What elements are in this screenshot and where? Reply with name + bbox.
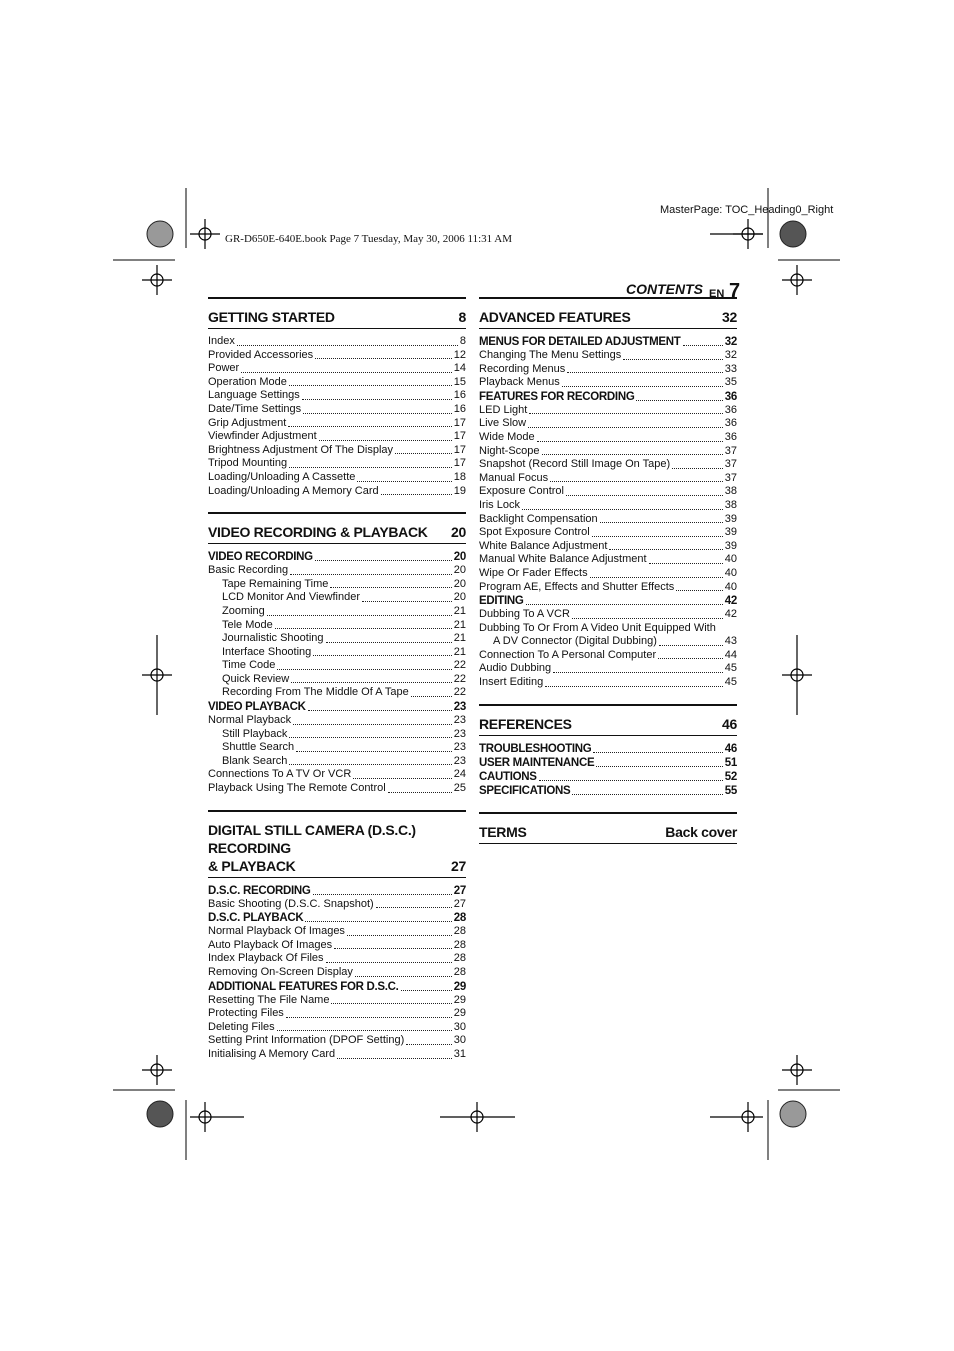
toc-entry-page: 45 xyxy=(724,676,737,689)
toc-entry-title: Removing On-Screen Display xyxy=(208,966,353,978)
toc-entry-title: Resetting The File Name xyxy=(208,993,330,1006)
toc-entry[interactable] xyxy=(208,1048,466,1062)
toc-entry-title: Journalistic Shooting xyxy=(222,632,324,645)
dot-leader xyxy=(290,574,452,575)
dot-leader xyxy=(331,1003,451,1004)
dot-leader xyxy=(353,778,451,779)
toc-entry-title: Live Slow xyxy=(479,417,527,430)
section-dsc[interactable]: DIGITAL STILL CAMERA (D.S.C.) RECORDING & PLAYBACK 27 xyxy=(208,810,466,878)
toc-entry-title: Setting Print Information (DPOF Setting) xyxy=(208,1034,405,1047)
toc-entry-page: 36 xyxy=(724,430,737,443)
subsection-video-recording[interactable]: VIDEO RECORDING 20 xyxy=(208,551,466,564)
toc-entry-title: Basic Recording xyxy=(208,564,289,577)
toc-entry-page: 17 xyxy=(453,430,466,443)
dot-leader xyxy=(539,780,723,781)
toc-entry-page: 17 xyxy=(453,457,466,470)
toc-entry-page: 15 xyxy=(453,375,466,388)
dot-leader xyxy=(406,1044,452,1045)
toc-entry-page: 40 xyxy=(724,580,737,593)
subsection-video-playback[interactable]: VIDEO PLAYBACK 23 xyxy=(208,701,466,714)
toc-entry-page: 51 xyxy=(724,756,737,769)
toc-entry[interactable] xyxy=(208,939,466,953)
dot-leader xyxy=(537,441,723,442)
toc-entry-title: Audio Dubbing xyxy=(479,662,552,675)
toc-entry[interactable] xyxy=(208,782,466,796)
toc-entry[interactable] xyxy=(208,952,466,966)
dot-leader xyxy=(593,752,722,753)
toc-entry-title: Initialising A Memory Card xyxy=(208,1047,336,1060)
toc-entry-title: LCD Monitor And Viewfinder xyxy=(222,591,360,604)
dot-leader xyxy=(289,385,452,386)
dot-leader xyxy=(302,399,452,400)
toc-entry[interactable] xyxy=(479,553,737,567)
toc-entry-title: Grip Adjustment xyxy=(208,416,287,429)
toc-entry[interactable] xyxy=(208,578,466,592)
toc-entry-page: 39 xyxy=(724,539,737,552)
dot-leader xyxy=(326,642,452,643)
toc-entry-page: 37 xyxy=(724,444,737,457)
toc-entry-title: Connection To A Personal Computer xyxy=(479,648,657,661)
dot-leader xyxy=(649,563,723,564)
toc-entry-title: Index Playback Of Files xyxy=(208,952,324,965)
reference-entry[interactable] xyxy=(479,770,737,784)
dot-leader xyxy=(355,976,452,977)
toc-entry[interactable] xyxy=(208,632,466,646)
toc-entry[interactable] xyxy=(208,755,466,769)
dot-leader xyxy=(293,724,452,725)
dot-leader xyxy=(288,426,451,427)
toc-entry-title: CAUTIONS xyxy=(479,770,537,783)
toc-entry-title: Protecting Files xyxy=(208,1007,284,1020)
toc-entry-title: Changing The Menu Settings xyxy=(479,349,622,361)
dot-leader xyxy=(522,509,723,510)
toc-entry-page: 36 xyxy=(724,417,737,430)
toc-entry[interactable] xyxy=(208,714,466,728)
toc-entry-page: 12 xyxy=(453,348,466,361)
toc-entry[interactable] xyxy=(208,417,466,431)
toc-entry[interactable] xyxy=(479,363,737,377)
toc-entry-title: Normal Playback Of Images xyxy=(208,925,345,938)
toc-entry-title: Loading/Unloading A Cassette xyxy=(208,470,356,483)
toc-entry-page: 28 xyxy=(453,966,466,978)
book-info: GR-D650E-640E.book Page 7 Tuesday, May 30, 2006 11:31 AM xyxy=(225,233,513,245)
toc-entry[interactable] xyxy=(479,649,737,663)
toc-entry[interactable] xyxy=(479,458,737,472)
toc-entry-title: Backlight Compensation xyxy=(479,512,598,525)
section-references[interactable]: REFERENCES 46 xyxy=(479,704,737,736)
toc-entry-page: 36 xyxy=(724,403,737,416)
toc-entry-title: SPECIFICATIONS xyxy=(479,784,571,797)
toc-entry[interactable] xyxy=(479,581,737,595)
toc-entry[interactable] xyxy=(479,445,737,459)
dot-leader xyxy=(313,655,451,656)
dot-leader xyxy=(381,494,452,495)
toc-entry[interactable] xyxy=(208,619,466,633)
dot-leader xyxy=(542,454,723,455)
toc-entry-title: Program AE, Effects and Shutter Effects xyxy=(479,580,675,593)
dot-leader xyxy=(277,1030,452,1031)
toc-entry[interactable] xyxy=(208,898,466,912)
toc-entry-page: 33 xyxy=(724,362,737,375)
toc-entry-page: 24 xyxy=(453,768,466,781)
dot-leader xyxy=(411,696,452,697)
toc-right-column xyxy=(479,297,737,850)
toc-entry-page: 16 xyxy=(453,402,466,415)
toc-entry[interactable] xyxy=(208,403,466,417)
toc-entry[interactable] xyxy=(208,994,466,1008)
toc-entry-page: 23 xyxy=(453,741,466,754)
dot-leader xyxy=(676,590,723,591)
toc-entry-title: Night-Scope xyxy=(479,444,540,457)
dot-leader xyxy=(347,935,452,936)
toc-entry-page: 21 xyxy=(453,618,466,631)
toc-entry-title: Language Settings xyxy=(208,389,300,402)
toc-entry-page: 22 xyxy=(453,659,466,672)
toc-entry[interactable] xyxy=(208,362,466,376)
dot-leader xyxy=(357,481,451,482)
toc-entry-title: Wide Mode xyxy=(479,430,535,443)
dot-leader xyxy=(237,345,458,346)
toc-entry-title: Deleting Files xyxy=(208,1020,275,1033)
toc-entry-title: Tripod Mounting xyxy=(208,457,288,470)
dot-leader xyxy=(395,453,452,454)
dot-leader xyxy=(319,440,452,441)
toc-entry[interactable] xyxy=(208,485,466,499)
toc-entry[interactable] xyxy=(208,966,466,980)
toc-entry-page: 55 xyxy=(724,784,737,797)
dot-leader xyxy=(672,468,723,469)
toc-entry[interactable] xyxy=(479,417,737,431)
toc-entry-title: Playback Using The Remote Control xyxy=(208,782,386,795)
toc-entry-page: 30 xyxy=(453,1034,466,1047)
toc-entry-page: 28 xyxy=(453,952,466,965)
toc-entry-title: Exposure Control xyxy=(479,485,564,498)
dot-leader xyxy=(590,577,723,578)
dot-leader xyxy=(303,413,452,414)
contents-label: CONTENTS xyxy=(626,281,703,297)
toc-entry[interactable] xyxy=(479,499,737,513)
toc-entry-title: Shuttle Search xyxy=(222,741,295,754)
toc-entry[interactable] xyxy=(479,676,737,690)
dot-leader xyxy=(275,628,452,629)
dot-leader xyxy=(267,615,452,616)
toc-entry[interactable] xyxy=(208,1007,466,1021)
toc-entry-title: Playback Menus xyxy=(479,376,560,389)
toc-entry-page: 17 xyxy=(453,416,466,429)
toc-entry[interactable] xyxy=(479,608,737,622)
toc-entry[interactable] xyxy=(479,540,737,554)
subsection-dsc-recording[interactable]: D.S.C. RECORDING 27 xyxy=(208,884,466,897)
dot-leader xyxy=(289,764,451,765)
toc-entry[interactable] xyxy=(208,376,466,390)
toc-entry[interactable] xyxy=(208,335,466,349)
toc-entry[interactable] xyxy=(208,686,466,700)
toc-left-column xyxy=(208,297,466,1062)
section-video-recording-playback[interactable]: VIDEO RECORDING & PLAYBACK 20 xyxy=(208,512,466,544)
toc-entry[interactable] xyxy=(208,1034,466,1048)
toc-entry-page: 20 xyxy=(453,591,466,604)
toc-entry-page: 35 xyxy=(724,376,737,389)
dot-leader xyxy=(623,359,722,360)
toc-entry-title: Tape Remaining Time xyxy=(222,577,329,590)
dot-leader xyxy=(289,737,451,738)
toc-entry-page: 42 xyxy=(724,608,737,621)
toc-entry-page: 22 xyxy=(453,672,466,685)
toc-entry[interactable] xyxy=(479,526,737,540)
toc-entry[interactable] xyxy=(208,659,466,673)
toc-entry[interactable] xyxy=(479,567,737,581)
toc-entry[interactable] xyxy=(208,444,466,458)
language-code: EN xyxy=(709,288,725,300)
toc-entry[interactable] xyxy=(479,376,737,390)
toc-entry[interactable] xyxy=(208,389,466,403)
dot-leader xyxy=(567,372,723,373)
toc-entry-title: Wipe Or Fader Effects xyxy=(479,566,588,579)
toc-entry[interactable] xyxy=(479,513,737,527)
toc-entry[interactable] xyxy=(208,349,466,363)
reference-entry[interactable] xyxy=(479,742,737,756)
page-number: 7 xyxy=(729,280,741,302)
toc-entry[interactable] xyxy=(208,646,466,660)
toc-entry-page: 31 xyxy=(453,1047,466,1060)
toc-entry-title: Normal Playback xyxy=(208,714,292,727)
toc-entry-title: Manual White Balance Adjustment xyxy=(479,553,647,566)
toc-entry-page: 21 xyxy=(453,604,466,617)
reference-entry[interactable] xyxy=(479,756,737,770)
subsection-dsc-playback[interactable]: D.S.C. PLAYBACK 28 xyxy=(208,912,466,925)
dot-leader xyxy=(550,481,723,482)
dot-leader xyxy=(277,669,451,670)
toc-entry[interactable] xyxy=(208,673,466,687)
subsection-features-recording[interactable]: FEATURES FOR RECORDING 36 xyxy=(479,390,737,403)
toc-entry[interactable] xyxy=(208,1021,466,1035)
section-terms[interactable]: TERMS Back cover xyxy=(479,812,737,844)
toc-entry-title: Provided Accessories xyxy=(208,348,314,361)
toc-entry-title: Recording From The Middle Of A Tape xyxy=(222,686,409,699)
toc-entry-title: Manual Focus xyxy=(479,471,549,484)
toc-entry[interactable] xyxy=(479,485,737,499)
toc-entry-page: 40 xyxy=(724,566,737,579)
toc-entry[interactable] xyxy=(208,605,466,619)
toc-entry[interactable] xyxy=(479,349,737,363)
toc-entry-title: Viewfinder Adjustment xyxy=(208,430,317,443)
toc-entry-title: LED Light xyxy=(479,403,528,416)
toc-entry[interactable] xyxy=(479,431,737,445)
toc-entry-page: 32 xyxy=(724,349,737,361)
dot-leader xyxy=(572,794,722,795)
dot-leader xyxy=(315,358,452,359)
toc-entry-page: 37 xyxy=(724,471,737,484)
dot-leader xyxy=(296,751,452,752)
toc-entry[interactable] xyxy=(208,457,466,471)
toc-entry-title: Still Playback xyxy=(222,727,288,740)
toc-entry-page: 39 xyxy=(724,526,737,539)
toc-entry-page: 19 xyxy=(453,484,466,497)
toc-entry-title: Loading/Unloading A Memory Card xyxy=(208,484,379,497)
toc-entry[interactable] xyxy=(479,404,737,418)
toc-entry[interactable] xyxy=(208,768,466,782)
toc-entry[interactable] xyxy=(208,564,466,578)
dot-leader xyxy=(545,686,723,687)
dot-leader xyxy=(596,766,722,767)
toc-entry-title: Insert Editing xyxy=(479,676,544,689)
toc-entry-page: 20 xyxy=(453,577,466,590)
toc-entry[interactable] xyxy=(479,662,737,676)
dot-leader xyxy=(572,618,723,619)
toc-entry-title: Recording Menus xyxy=(479,362,566,375)
toc-entry-title: Time Code xyxy=(222,659,276,672)
toc-entry-title: Dubbing To A VCR xyxy=(479,608,570,621)
dot-leader xyxy=(609,549,722,550)
toc-entry-page: 30 xyxy=(453,1020,466,1033)
subsection-menus[interactable]: MENUS FOR DETAILED ADJUSTMENT 32 xyxy=(479,336,737,348)
toc-entry-title: Power xyxy=(208,362,240,375)
toc-entry-page: 23 xyxy=(453,754,466,767)
toc-entry-page: 29 xyxy=(453,1007,466,1020)
toc-entry-page: 20 xyxy=(453,564,466,577)
dot-leader xyxy=(376,907,452,908)
toc-entry[interactable] xyxy=(208,728,466,742)
toc-entry-page: 40 xyxy=(724,553,737,566)
toc-entry-page: 52 xyxy=(724,770,737,783)
toc-entry-page: 28 xyxy=(453,925,466,938)
toc-entry-page: 21 xyxy=(453,645,466,658)
toc-entry-page: 39 xyxy=(724,512,737,525)
dot-leader xyxy=(334,948,452,949)
toc-entry-page: 22 xyxy=(453,686,466,699)
dot-leader xyxy=(330,587,451,588)
dot-leader xyxy=(592,536,723,537)
toc-entry-title: Iris Lock xyxy=(479,498,520,511)
masterpage-label: MasterPage: TOC_Heading0_Right xyxy=(660,204,834,216)
dot-leader xyxy=(362,601,452,602)
toc-entry-page: 17 xyxy=(453,443,466,456)
toc-entry-page: 38 xyxy=(724,498,737,511)
toc-entry-title: Index xyxy=(208,335,235,347)
toc-entry[interactable] xyxy=(479,472,737,486)
dot-leader xyxy=(553,672,723,673)
toc-entry-page: 46 xyxy=(724,742,737,755)
toc-entry-title: Tele Mode xyxy=(222,618,273,631)
toc-entry-title: Basic Shooting (D.S.C. Snapshot) xyxy=(208,897,374,910)
toc-entry-title: Auto Playback Of Images xyxy=(208,938,333,951)
toc-entry-title: Connections To A TV Or VCR xyxy=(208,768,352,781)
toc-entry-title: Date/Time Settings xyxy=(208,402,302,415)
subsection-editing[interactable]: EDITING 42 xyxy=(479,595,737,608)
toc-entry-page: 38 xyxy=(724,485,737,498)
toc-entry-page: 21 xyxy=(453,632,466,645)
dot-leader xyxy=(337,1058,452,1059)
toc-entry[interactable] xyxy=(208,741,466,755)
toc-entry-title: Snapshot (Record Still Image On Tape) xyxy=(479,458,671,471)
toc-entry-page: 16 xyxy=(453,389,466,402)
toc-entry-digital-dubbing[interactable]: Dubbing To Or From A Video Unit Equipped With A DV Connector (Digital Dubbing) 43 xyxy=(479,621,737,648)
toc-entry-page: 37 xyxy=(724,458,737,471)
dot-leader xyxy=(286,1017,452,1018)
toc-entry-page: 8 xyxy=(459,335,466,347)
toc-entry-page: 23 xyxy=(453,714,466,727)
reference-entry[interactable] xyxy=(479,784,737,798)
toc-entry-title: Spot Exposure Control xyxy=(479,526,590,539)
dot-leader xyxy=(388,792,452,793)
toc-entry-title: Zooming xyxy=(222,604,265,617)
dot-leader xyxy=(529,413,722,414)
toc-entry-page: 28 xyxy=(453,938,466,951)
toc-entry-page: 18 xyxy=(453,470,466,483)
toc-entry-page: 45 xyxy=(724,662,737,675)
section-advanced-features[interactable]: ADVANCED FEATURES 32 xyxy=(479,297,737,329)
toc-entry[interactable] xyxy=(208,591,466,605)
toc-entry-title: White Balance Adjustment xyxy=(479,539,608,552)
dot-leader xyxy=(600,522,723,523)
subsection-additional-dsc[interactable]: ADDITIONAL FEATURES FOR D.S.C. 29 xyxy=(208,980,466,993)
toc-entry[interactable] xyxy=(208,471,466,485)
toc-entry-page: 29 xyxy=(453,993,466,1006)
toc-entry-title: Brightness Adjustment Of The Display xyxy=(208,443,394,456)
toc-entry-title: Quick Review xyxy=(222,672,290,685)
dot-leader xyxy=(528,427,723,428)
toc-entry-title: USER MAINTENANCE xyxy=(479,756,595,769)
toc-entry-page: 14 xyxy=(453,362,466,375)
dot-leader xyxy=(326,962,452,963)
toc-entry-page: 44 xyxy=(724,648,737,661)
dot-leader xyxy=(658,658,723,659)
toc-entry[interactable] xyxy=(208,430,466,444)
section-getting-started[interactable]: GETTING STARTED 8 xyxy=(208,297,466,329)
dot-leader xyxy=(562,386,723,387)
toc-entry-page: 25 xyxy=(453,782,466,795)
toc-entry-page: 27 xyxy=(453,897,466,910)
toc-entry-title: Operation Mode xyxy=(208,375,287,388)
dot-leader xyxy=(291,682,452,683)
toc-entry-title: Blank Search xyxy=(222,754,288,767)
dot-leader xyxy=(566,495,723,496)
dot-leader xyxy=(289,467,452,468)
toc-entry-title: Interface Shooting xyxy=(222,645,312,658)
dot-leader xyxy=(241,372,452,373)
toc-entry-title: TROUBLESHOOTING xyxy=(479,742,592,755)
toc-entry-page: 23 xyxy=(453,727,466,740)
toc-entry[interactable] xyxy=(208,925,466,939)
